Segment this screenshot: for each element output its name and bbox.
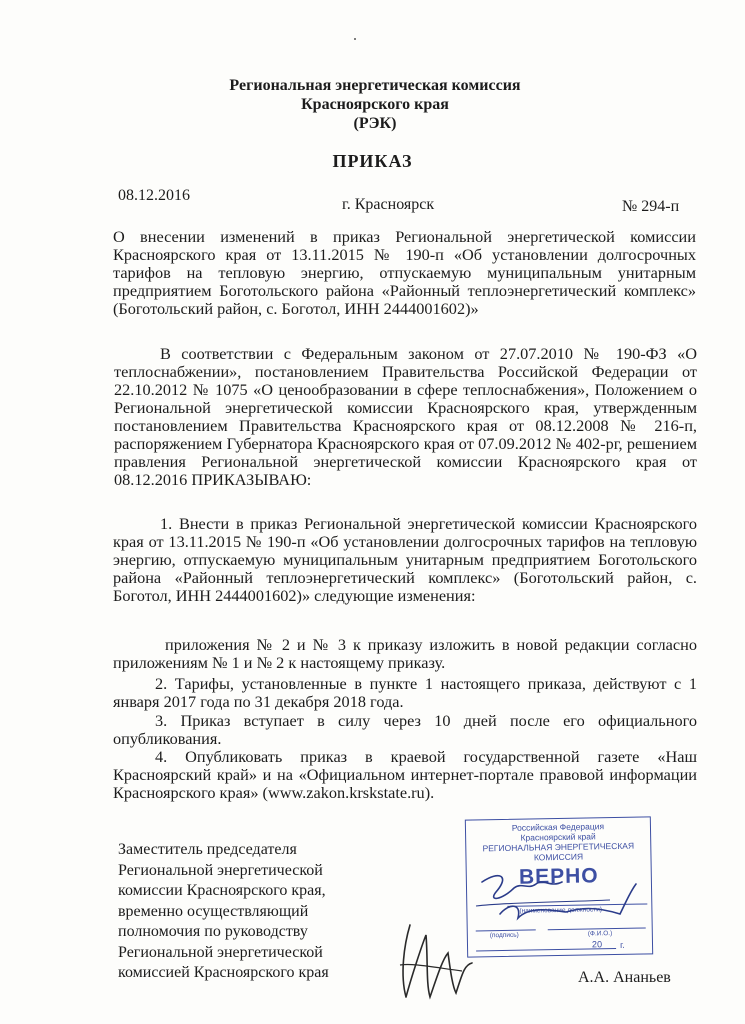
- stamp-signature: [470, 862, 640, 934]
- signer-line: комиссии Красноярского края,: [118, 882, 326, 899]
- signer-line: Региональной энергетической: [118, 943, 323, 961]
- stamp-line-2: Красноярский край: [520, 831, 596, 843]
- issuer-line-1: Региональная энергетическая комиссия: [229, 77, 521, 94]
- signer-name: А.А. Ананьев: [578, 969, 671, 986]
- preamble-text: В соответствии с Федеральным законом от 27.07.2010 № 190-ФЗ «О теплоснабжении», постановлением Правительства Российской Федерации от 22.10.2012 № 1075 «О ценообразовании в сфере теплоснабжения», Положением о Региональной энергетической комиссии Красноярского края, утвержденным постановлением Правительства Красноярского края от 08.12.2008 № 216-п, распоряжением Губернатора Красноярского края от 07.09.2012 № 402-рг, решением правления Региональной энергетической комиссии Красноярского края от 08.12.2016 ПРИКАЗЫВАЮ:: [114, 344, 697, 489]
- signer-line: временно осуществляющий: [118, 902, 309, 920]
- order-item-4: 4. Опубликовать приказ в краевой государственной газете «Наш Красноярский край» и на «Официальном интернет-портале правовой информации Красноярского края» (www.zakon.krskstate.ru).: [113, 747, 697, 802]
- signer-line: комиссией Красноярского края: [118, 964, 329, 981]
- document-date: 08.12.2016: [118, 187, 190, 204]
- signer-position: [118, 840, 348, 984]
- stamp-field-position: (наименование должности): [519, 906, 603, 915]
- signer-line: полномочия по руководству: [118, 923, 308, 940]
- stamp-year-suffix: г.: [619, 939, 625, 950]
- signer-line: Заместитель председателя: [118, 841, 297, 858]
- stamp-field-signature: (подпись): [489, 931, 519, 940]
- stamp-line-3: РЕГИОНАЛЬНАЯ ЭНЕРГЕТИЧЕСКАЯ: [482, 840, 635, 854]
- document-city: г. Красноярск: [342, 196, 435, 213]
- item-1-text: 1. Внести в приказ Региональной энергетической комиссии Красноярского края от 13.11.2015 № 190-п «Об установлении долгосрочных тарифов на тепловую энергию, отпускаемую муниципальным унитарным предприятием Боготольского района «Районный теплоэнергетический комплекс» (Боготольский район, с. Боготол, ИНН 2444001602)» следующие изменения:: [113, 514, 697, 605]
- stamp-field-name: (Ф.И.О.): [587, 930, 613, 938]
- order-item-3: 3. Приказ вступает в силу через 10 дней после его официального опубликования.: [113, 711, 697, 748]
- document-title: ПРИКАЗ: [332, 151, 413, 171]
- stamp-line-4: КОМИССИЯ: [533, 851, 584, 863]
- order-item-2: 2. Тарифы, установленные в пункте 1 настоящего приказа, действуют с 1 января 2017 года по 31 декабря 2018 года.: [113, 674, 697, 711]
- document-number: № 294-п: [622, 198, 680, 215]
- order-preamble: [114, 345, 697, 489]
- stamp-year: 20: [591, 939, 603, 950]
- scan-speck: [354, 38, 356, 40]
- issuer-line-3: (РЭК): [353, 115, 397, 132]
- issuer-line-2: Красноярского края: [301, 96, 449, 113]
- order-item-1-subitem: приложения № 2 и № 3 к приказу изложить в новой редакции согласно приложениям № 1 и № 2 к настоящему приказу.: [113, 635, 697, 672]
- issuer-header: [180, 76, 570, 133]
- order-item-1: [113, 515, 697, 605]
- stamp-verno: ВЕРНО: [518, 864, 599, 889]
- signer-line: Региональной энергетической: [118, 861, 323, 879]
- order-subject: О внесении изменений в приказ Региональной энергетической комиссии Красноярского края от 13.11.2015 № 190-п «Об установлении долгосрочных тарифов на тепловую энергию, отпускаемую муниципальным унитарным предприятием Боготольского района «Районный теплоэнергетический комплекс» (Боготольский район, с. Боготол, ИНН 2444001602)»: [113, 227, 696, 318]
- stamp-line-1: Российская Федерация: [511, 821, 605, 833]
